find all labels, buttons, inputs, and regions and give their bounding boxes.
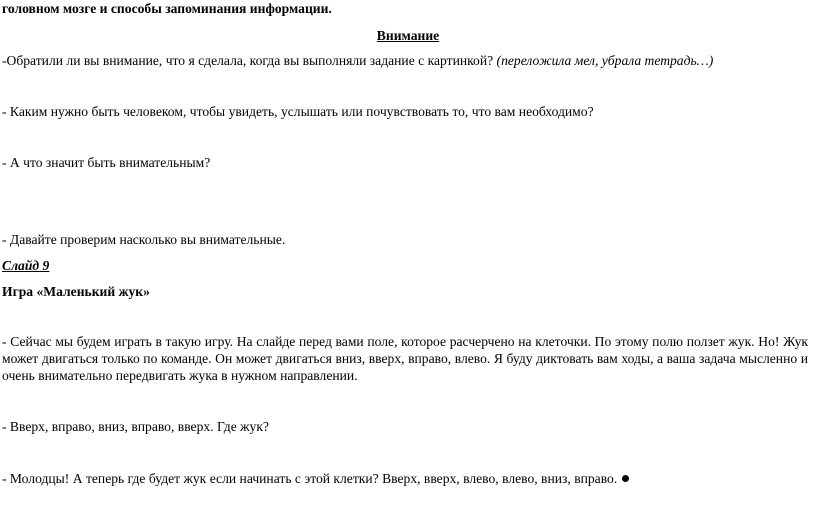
paragraph-question-2: - Каким нужно быть человеком, чтобы увидеть, услышать или почувствовать то, что вам необходимо? xyxy=(2,104,594,119)
paragraph-question-4: - Давайте проверим насколько вы внимательные. xyxy=(2,232,286,247)
paragraph-question-3: - А что значит быть внимательным? xyxy=(2,155,211,170)
game-title: Игра «Маленький жук» xyxy=(2,284,150,299)
paragraph-question-1-note: (переложила мел, убрала тетрадь…) xyxy=(496,53,714,68)
paragraph-question-1 xyxy=(2,52,806,69)
paragraph-game-rules: - Сейчас мы будем играть в такую игру. На слайде перед вами поле, которое расчерчено на клеточки. По этому полю ползет жук. Но! Жук может двигаться только по команде. Он может двигаться вниз, вверх, вправо, влево. Я буду диктовать вам ходы, а ваша задача мысленно и очень внимательно передвигать жука в нужном направлении. xyxy=(2,334,808,383)
bullet-dot-icon xyxy=(622,475,629,482)
paragraph-moves-2 xyxy=(2,470,806,487)
slide-label: Слайд 9 xyxy=(2,258,50,273)
heading-fragment: головном мозге и способы запоминания информации. xyxy=(2,1,332,16)
paragraph-moves-2-text: - Молодцы! А теперь где будет жук если начинать с этой клетки? Вверх, вверх, влево, влево, вниз, вправо. xyxy=(2,471,618,486)
paragraph-moves-1: - Вверх, вправо, вниз, вправо, вверх. Где жук? xyxy=(2,419,269,434)
paragraph-question-1-text: -Обратили ли вы внимание, что я сделала, когда вы выполняли задание с картинкой? xyxy=(2,53,494,68)
section-title: Внимание xyxy=(376,28,440,43)
